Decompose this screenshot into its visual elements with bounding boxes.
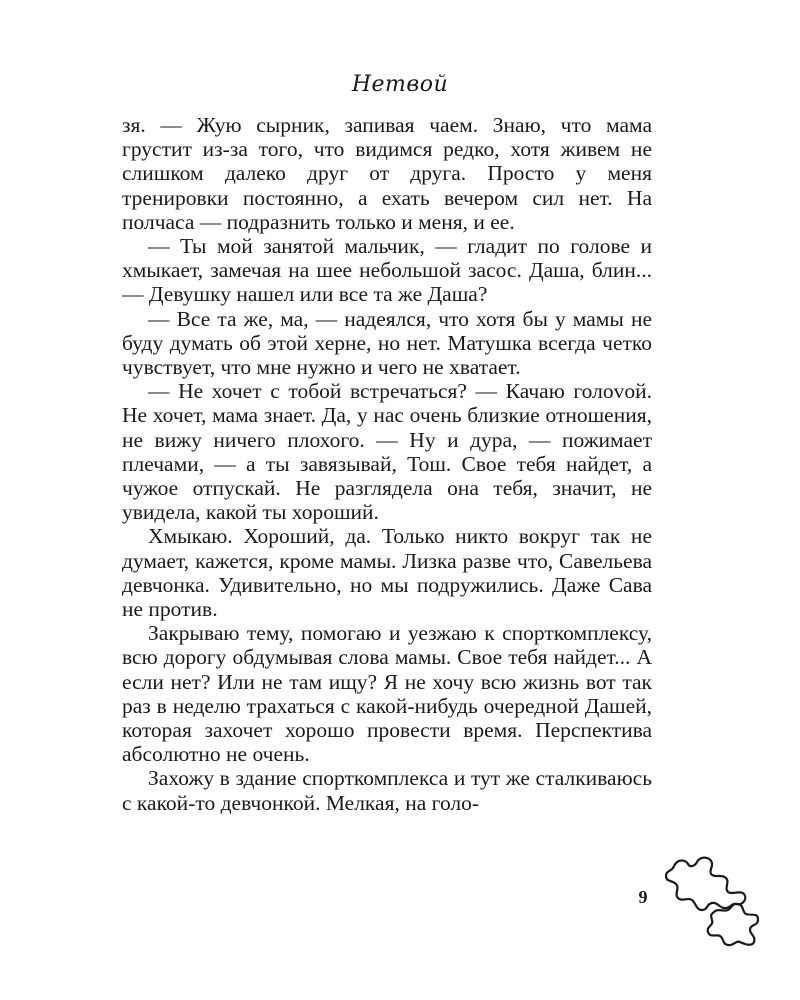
paragraph-2: — Ты мой занятой мальчик, — гладит по голове и хмыкает, замечая на шее небольшой засос. Даша, блин... — Девушку нашел или все та же Даша? xyxy=(122,234,652,307)
paragraph-4: — Не хочет с тобой встречаться? — Качаю голоvой. Не хочет, мама знает. Да, у нас очень близкие отношения, не вижу ничего плохого. — Ну и дура, — пожимает плечами, — а ты завязывай, Тош. Свое тебя найдет, а чужое отпускай. Не разглядела она тебя, значит, не увидела, какой ты хороший. xyxy=(122,379,652,525)
paragraph-6: Закрываю тему, помогаю и уезжаю к спорткомплексу, всю дорогу обдумывая слова мамы. Свое тебя найдет... А если нет? Или не там ищу? Я не хочу всю жизнь вот так раз в неделю трахаться с какой-нибудь очередной Дашей, которая захочет хорошо провести время. Перспектива абсолютно не очень. xyxy=(122,621,652,767)
running-head: Нетвой xyxy=(351,72,449,97)
paragraph-5: Хмыкаю. Хороший, да. Только никто вокруг так не думает, кажется, кроме мамы. Лизка разве что, Савельева девчонка. Удивительно, но мы подружились. Даже Сава не против. xyxy=(122,524,652,622)
page-number: 9 xyxy=(638,887,648,907)
paragraph-1: зя. — Жую сырник, запивая чаем. Знаю, что мама грустит из-за того, что видимся редко, хотя живем не слишком далеко друг от друга. Просто у меня тренировки постоянно, а ехать вечером сил нет. На полчаса — подразнить только и меня, и ее. xyxy=(122,113,652,234)
paragraph-3: — Все та же, ма, — надеялся, что хотя бы у мамы не буду думать об этой херне, но нет. Матушка всегда четко чувствует, что мне нужно и чего не хватает. xyxy=(122,306,652,380)
paragraph-7: Захожу в здание спорткомплекса и тут же сталкиваюсь с какой-то девчонкой. Мелкая, на голо- xyxy=(122,766,652,815)
body-text xyxy=(122,113,652,815)
puzzle-pieces-icon xyxy=(662,848,762,948)
